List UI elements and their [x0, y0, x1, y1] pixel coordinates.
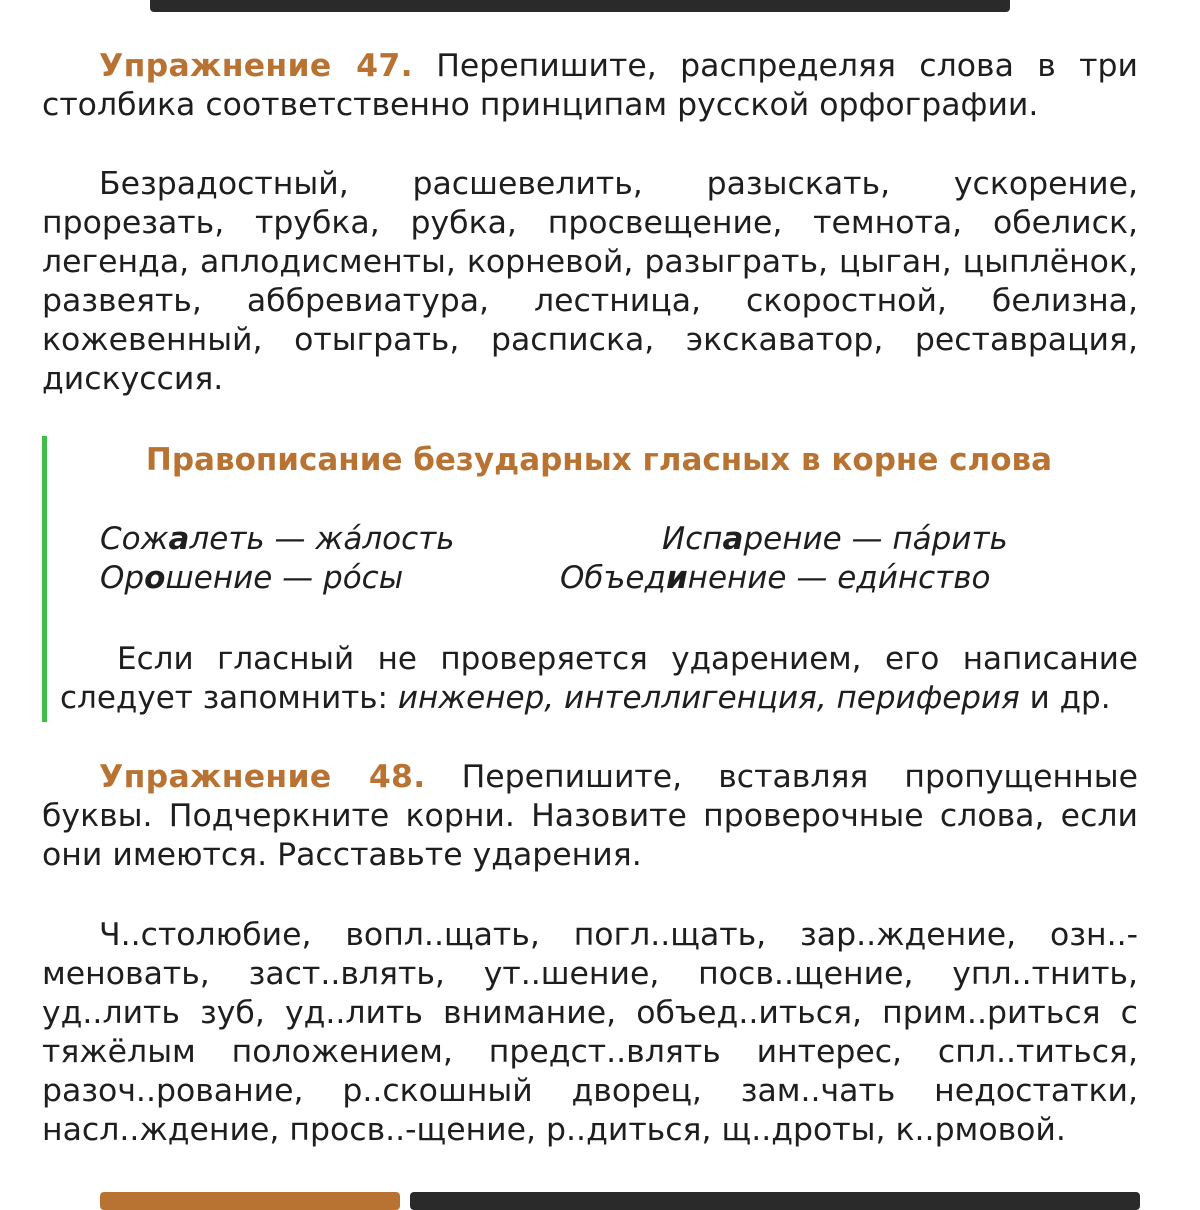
exercise-48-label: Упражнение 48.	[99, 759, 426, 795]
exercise-47-task: Перепишите, распределяя слова в три столбика соответственно принципам русской орфографии.	[42, 48, 1138, 123]
cut-off-top-line	[0, 0, 1200, 4]
rule-example-2: Испарение — па́рить	[662, 521, 1008, 557]
exercise-48-task: Перепишите, вставляя пропущенные буквы. Подчеркните корни. Назовите проверочные слова, если они имеются. Расставьте ударения.	[42, 759, 1138, 873]
rule-example-4: Объединение — еди́нство	[560, 560, 991, 596]
exercise-48-word-list: Ч..столюбие, вопл..щать, погл..щать, зар..ждение, озн..-меновать, заст..влять, ут..шение, посв..щение, упл..тнить, уд..лить зуб, уд..лить внимание, объед..иться, прим..риться с тяжёлым положением, предст..влять интерес, спл..титься, разоч..рование, р..скошный дворец, зам..чать недостатки, насл..ждение, просв..-щение, р..диться, щ..дроты, к..рмовой.	[42, 917, 1138, 1148]
exercise-48-instruction	[42, 758, 1138, 875]
rule-example-1: Сожалеть — жа́лость	[100, 521, 455, 557]
exercise-47-instruction	[42, 47, 1138, 125]
rule-example-3: Орошение — ро́сы	[100, 560, 404, 596]
rule-title: Правописание безударных гласных в корне слова	[145, 442, 1053, 478]
rule-explanation: Если гласный не проверяется ударением, его написание следует запомнить: инженер, интеллигенция, периферия и др.	[60, 641, 1138, 716]
rule-box-accent-bar	[42, 436, 47, 722]
exercise-47-word-list: Безрадостный, расшевелить, разыскать, ускорение, прорезать, трубка, рубка, просвещение, темнота, обелиск, легенда, аплодисменты, корневой, разыграть, цыган, цыплёнок, развеять, аббревиатура, лестница, скоростной, белизна, кожевенный, отыграть, расписка, экскаватор, реставрация, дискуссия.	[42, 166, 1138, 397]
exercise-47-label: Упражнение 47.	[99, 48, 413, 84]
cut-off-bottom-line	[0, 1192, 1200, 1202]
